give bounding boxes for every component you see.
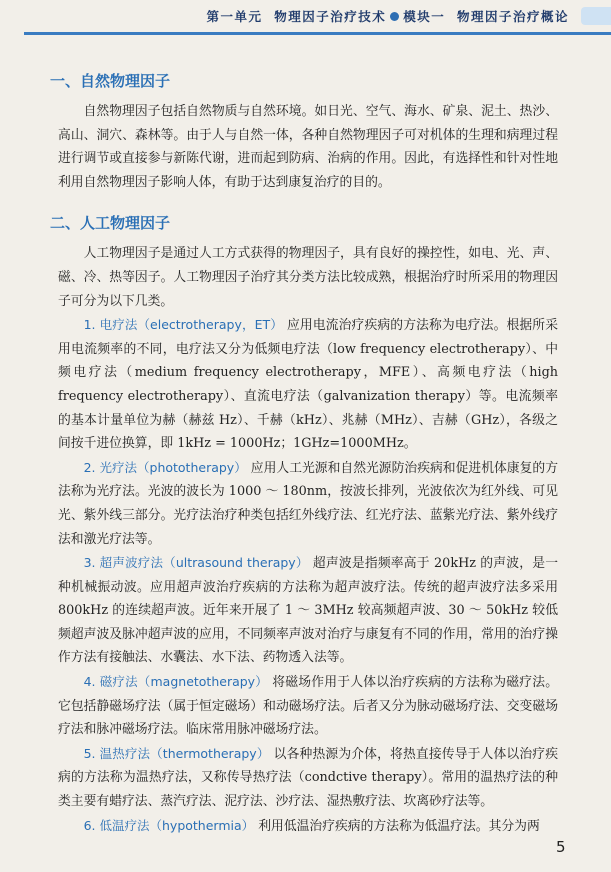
header-rule: [24, 32, 611, 35]
term-text: 以各种热源为介体，将热直接传导于人体以治疗疾病的方法称为温热疗法，又称传导热疗法（condctive therapy）。常用的温热疗法的种类主要有蜡疗法、蒸汽疗法、泥疗法、沙疗法、湿热敷疗法、坎离砂疗法等。: [58, 746, 558, 810]
term-text: 应用人工光源和自然光源防治疾病和促进机体康复的方法称为光疗法。光波的波长为 1000 ～ 180nm，按波长排列，光波依次为红外线、可见光、紫外线三部分。光疗法治疗种类包括红外线疗法、红光疗法、蓝紫光疗法、紫外线疗法和激光疗法等。: [58, 460, 558, 547]
term-text: 应用电流治疗疾病的方法称为电疗法。根据所采用电流频率的不同，电疗法又分为低频电疗法（low frequency electrotherapy）、中频电疗法（medium frequency electrotherapy，MFE）、高频电疗法（high frequency electrotherapy）、直流电疗法（galvanization therapy）等。电流频率的基本计量单位为赫（赫兹 Hz）、千赫（kHz）、兆赫（MHz）、吉赫（GHz），各级之间按千进位换算，即 1kHz = 1000Hz；1GHz=1000MHz。: [58, 318, 559, 452]
term-heading: 6. 低温疗法（hypothermia）: [83, 817, 255, 833]
term-text: 利用低温治疗疾病的方法称为低温疗法。其分为两: [258, 818, 540, 834]
header-tab-decoration: [581, 7, 611, 25]
list-item: [58, 814, 558, 839]
header-unit: 第一单元: [206, 9, 263, 24]
header-text: [207, 7, 570, 25]
term-heading: 4. 磁疗法（magnetotherapy）: [83, 674, 268, 690]
paragraph: 人工物理因子是通过人工方式获得的物理因子，具有良好的操控性，如电、光、声、磁、冷、热等因子。人工物理因子治疗其分类方法比较成熟，根据治疗时所采用的物理因子可分为以下几类。: [58, 246, 558, 309]
list-item: [58, 551, 558, 670]
list-item: [58, 456, 558, 551]
page-number: 5: [556, 838, 566, 856]
bullet-dot-icon: [390, 12, 399, 21]
paragraph: 自然物理因子包括自然物质与自然环境。如日光、空气、海水、矿泉、泥土、热沙、高山、洞穴、森林等。由于人与自然一体，各种自然物理因子可对机体的生理和病理过程进行调节或直接参与新陈代谢，进而起到防病、治病的作用。因此，有选择性和针对性地利用自然物理因子影响人体，有助于达到康复治疗的目的。: [58, 104, 558, 190]
term-heading: 3. 超声波疗法（ultrasound therapy）: [83, 555, 309, 571]
term-text: 将磁场作用于人体以治疗疾病的方法称为磁疗法。它包括静磁场疗法（属于恒定磁场）和动磁场疗法。后者又分为脉动磁场疗法、交变磁场疗法和脉冲磁场疗法。临床常用脉冲磁场疗法。: [58, 675, 559, 738]
term-text: 超声波是指频率高于 20kHz 的声波，是一种机械振动波。应用超声波治疗疾病的方法称为超声波疗法。传统的超声波疗法多采用 800kHz 的连续超声波。近年来开展了 1 ～ 3MHz 较高频超声波、30 ～ 50kHz 较低频超声波及脉冲超声波的应用，不同频率声波对治疗与康复有不同的作用，常用的治疗操作方法有接触法、水囊法、水下法、药物透入法等。: [58, 556, 558, 666]
page-body: [50, 70, 559, 838]
term-heading: 1. 电疗法（electrotherapy，ET）: [83, 317, 283, 333]
list-item: [58, 742, 558, 814]
running-header: [0, 0, 611, 32]
list-item: [58, 670, 558, 742]
header-unit-title: 物理因子治疗技术: [274, 9, 387, 24]
section-title-natural: 一、自然物理因子: [50, 72, 171, 90]
section-title-artificial: 二、人工物理因子: [50, 214, 171, 233]
list-item: [58, 313, 558, 456]
header-module: 模块一: [403, 9, 446, 24]
term-heading: 5. 温热疗法（thermotherapy）: [83, 745, 270, 761]
header-module-title: 物理因子治疗概论: [456, 9, 569, 24]
term-heading: 2. 光疗法（phototherapy）: [83, 459, 247, 475]
